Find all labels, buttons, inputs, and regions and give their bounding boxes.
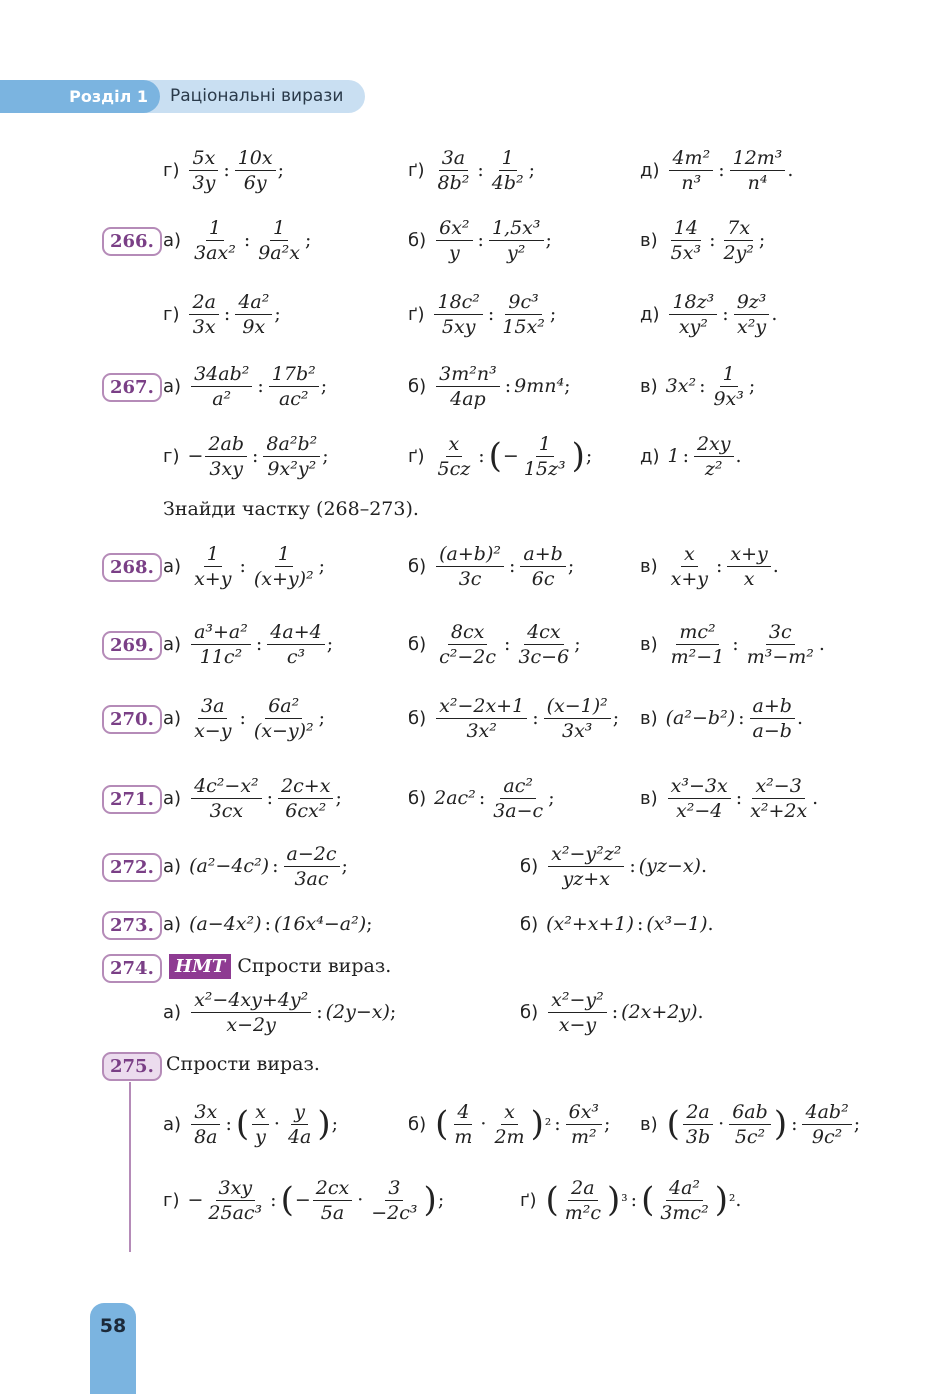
fraction: x²−2x+1 3x² xyxy=(436,694,527,743)
exercise-item xyxy=(163,1170,444,1230)
exercise-item xyxy=(163,210,311,270)
fraction: 4a² 9x xyxy=(235,290,272,339)
math-expression: x²−4xy+4y² x−2y : (2y−x) ; xyxy=(189,988,396,1037)
fraction: x 5cz xyxy=(437,432,471,480)
exercise-274-heading xyxy=(163,954,391,979)
exercise-number-274: 274. xyxy=(102,954,162,983)
item-label: а) xyxy=(163,375,182,397)
exercise-item xyxy=(640,1094,860,1154)
item-label: а) xyxy=(163,1001,182,1023)
math-expression: a³+a² 11c² : 4a+4 c³ ; xyxy=(189,620,333,669)
fraction: 3x 8a xyxy=(191,1100,220,1149)
exercise-row xyxy=(0,426,952,486)
fraction: 3a 8b² xyxy=(437,146,470,194)
fraction: x²−4xy+4y² x−2y xyxy=(191,988,311,1037)
fraction: x 2m xyxy=(494,1100,525,1148)
exercise-274-text: Спрости вираз. xyxy=(237,955,392,977)
fraction: 12m³ n⁴ xyxy=(730,146,786,195)
fraction: 18z³ xy² xyxy=(669,290,717,339)
fraction: mc² m²−1 xyxy=(670,620,725,668)
exercise-item xyxy=(408,688,619,748)
item-label: в) xyxy=(640,1113,658,1135)
exercise-item xyxy=(640,536,779,596)
fraction: x²−y² x−y xyxy=(548,988,607,1037)
math-expression: 1 : 2xy z² . xyxy=(667,432,742,480)
fraction: x²−3 x²+2x xyxy=(750,774,808,822)
exercise-number: 267. xyxy=(102,373,162,402)
fraction: 8a²b² 9x²y² xyxy=(263,432,320,481)
math-expression: x 5cz : ( − $\frac{1}{\text{15z³}}$ ) ; xyxy=(432,432,592,481)
exercise-row xyxy=(0,356,952,416)
fraction: $\frac{2ab}{3xy}$ xyxy=(205,432,247,481)
math-expression: 4c²−x² 3cx : 2c+x 6cx² ; xyxy=(189,774,342,823)
math-expression: x x+y : x+y x . xyxy=(666,542,779,591)
item-label: б) xyxy=(408,229,427,251)
math-expression: x²−y² x−y : (2x+2y) . xyxy=(546,988,703,1037)
exercise-item xyxy=(640,688,803,748)
exercise-item xyxy=(520,836,707,896)
exercise-item xyxy=(163,426,329,486)
fraction: a+b a−b xyxy=(750,694,795,743)
exercise-row xyxy=(0,894,952,954)
math-expression: x³−3x x²−4 : x²−3 x²+2x . xyxy=(666,774,819,823)
item-label: г) xyxy=(163,303,180,325)
fraction: ac² 3a−c xyxy=(493,774,544,822)
math-expression: 2ac² : ac² 3a−c ; xyxy=(434,774,555,822)
item-label: д) xyxy=(640,303,660,325)
item-label: б) xyxy=(408,707,427,729)
exercise-item xyxy=(408,768,555,828)
fraction: 34ab² a² xyxy=(191,362,252,411)
fraction: a³+a² 11c² xyxy=(191,620,251,669)
exercise-item xyxy=(163,836,348,896)
math-expression: (x²+x+1) : (x³−1) . xyxy=(546,913,714,935)
fraction: 9c³ 15x² xyxy=(502,290,545,338)
fraction: x³−3x x²−4 xyxy=(668,774,731,823)
fraction: 3a x−y xyxy=(194,694,232,742)
item-label: а) xyxy=(163,1113,182,1135)
fraction: 1 (x+y)² xyxy=(253,542,314,590)
item-label: а) xyxy=(163,913,182,935)
exercise-item xyxy=(640,140,793,200)
fraction: 8cx c²−2c xyxy=(439,620,497,668)
fraction: (x−1)² 3x³ xyxy=(544,694,611,743)
exercise-275-marker-line xyxy=(129,1082,131,1252)
exercise-item xyxy=(640,614,825,674)
math-expression: ( 2a 3b · 6ab 5c² ) : 4ab² 9c² ; xyxy=(666,1100,861,1148)
fraction: 2xy z² xyxy=(694,432,734,481)
exercise-number-275: 275. xyxy=(102,1052,162,1081)
exercise-number: 266. xyxy=(102,227,162,256)
item-label: г) xyxy=(163,159,180,181)
fraction: 7x 2y² xyxy=(723,216,754,264)
fraction: $\frac{1}{\text{15z³}}$ xyxy=(523,432,566,480)
math-expression: 4m² n³ : 12m³ n⁴ . xyxy=(667,146,793,195)
fraction: x+y x xyxy=(727,542,770,591)
item-label: в) xyxy=(640,555,658,577)
section-header xyxy=(0,80,365,113)
fraction: 3 −2c³ xyxy=(371,1176,418,1224)
exercise-item xyxy=(408,284,556,344)
fraction: $\frac{3xy}{\text{25ac³}}$ xyxy=(208,1176,263,1224)
exercise-number: 269. xyxy=(102,631,162,660)
exercise-row xyxy=(0,768,952,828)
exercise-item xyxy=(163,140,284,200)
exercise-item xyxy=(520,982,704,1042)
math-expression: 3x 8a : ( x y · y 4a ) ; xyxy=(189,1100,338,1149)
fraction: 10x 6y xyxy=(235,146,276,195)
instruction-text: Знайди частку (268–273). xyxy=(163,498,419,520)
exercise-row xyxy=(0,210,952,270)
fraction: x²−y²z² yz+x xyxy=(548,842,624,891)
fraction: 1,5x³ y² xyxy=(489,216,544,265)
math-expression: 1 3ax² : 1 9a²x ; xyxy=(189,216,311,265)
exercise-row xyxy=(0,284,952,344)
exercise-item xyxy=(640,768,818,828)
item-label: а) xyxy=(163,855,182,877)
math-expression: 1 x+y : 1 (x+y)² ; xyxy=(189,542,325,591)
exercise-item xyxy=(408,614,581,674)
item-label: ґ) xyxy=(408,159,425,181)
fraction: x y xyxy=(252,1100,269,1149)
math-expression: (a+b)² 3c : a+b 6c ; xyxy=(434,542,574,591)
math-expression: 3a 8b² : 1 4b² ; xyxy=(432,146,535,195)
exercise-item xyxy=(408,210,552,270)
exercise-item xyxy=(408,140,535,200)
math-expression: mc² m²−1 : 3c m³−m² . xyxy=(666,620,825,669)
math-expression: 6x² y : 1,5x³ y² ; xyxy=(434,216,552,265)
exercise-number: 270. xyxy=(102,705,162,734)
exercise-item xyxy=(520,1170,741,1230)
exercise-item xyxy=(640,284,777,344)
item-label: б) xyxy=(408,633,427,655)
item-label: б) xyxy=(408,1113,427,1135)
item-label: ґ) xyxy=(520,1189,537,1211)
item-label: а) xyxy=(163,229,182,251)
exercise-item xyxy=(640,426,742,486)
fraction: 3c m³−m² xyxy=(746,620,814,668)
exercise-row xyxy=(0,140,952,200)
fraction: 2a m²c xyxy=(564,1176,602,1224)
exercise-item xyxy=(408,1094,610,1154)
math-expression: ( 2a m²c ) ³ : ( 4a² 3mc² ) ² . xyxy=(545,1176,742,1224)
exercise-item xyxy=(163,688,325,748)
fraction: 4a+4 c³ xyxy=(267,620,324,669)
exercise-row xyxy=(0,688,952,748)
item-label: д) xyxy=(640,445,660,467)
fraction: 4a² 3mc² xyxy=(660,1176,709,1224)
fraction: 4cx 3c−6 xyxy=(518,620,570,668)
exercise-275-text: Спрости вираз. xyxy=(166,1053,320,1075)
item-label: б) xyxy=(520,913,539,935)
math-expression: 2a 3x : 4a² 9x ; xyxy=(187,290,280,339)
fraction: 4ab² 9c² xyxy=(802,1100,851,1149)
fraction: 1 9x³ xyxy=(713,362,744,410)
exercise-row xyxy=(0,836,952,896)
exercise-item xyxy=(163,894,373,954)
fraction: (a+b)² 3c xyxy=(436,542,504,591)
fraction: 1 x+y xyxy=(194,542,232,590)
fraction: 6ab 5c² xyxy=(729,1100,771,1149)
fraction: 2a 3x xyxy=(189,290,218,339)
math-expression: 5x 3y : 10x 6y ; xyxy=(187,146,284,195)
math-expression: 18z³ xy² : 9z³ x²y . xyxy=(667,290,777,339)
fraction: 18c² 5xy xyxy=(434,290,482,339)
math-expression: 8cx c²−2c : 4cx 3c−6 ; xyxy=(434,620,580,669)
item-label: б) xyxy=(408,787,427,809)
fraction: y 4a xyxy=(287,1100,312,1148)
item-label: г) xyxy=(163,1189,180,1211)
exercise-item xyxy=(640,210,765,270)
item-label: в) xyxy=(640,375,658,397)
exercise-item xyxy=(640,356,755,416)
exercise-item xyxy=(163,614,333,674)
item-label: а) xyxy=(163,787,182,809)
math-expression: − $\frac{2ab}{3xy}$ : 8a²b² 9x²y² ; xyxy=(187,432,329,480)
fraction: 6x³ m² xyxy=(566,1100,602,1149)
exercise-number: 271. xyxy=(102,785,162,814)
fraction: 6a² (x−y)² xyxy=(253,694,314,742)
exercise-row xyxy=(0,536,952,596)
fraction: 5x 3y xyxy=(189,146,218,195)
item-label: б) xyxy=(408,555,427,577)
item-label: ґ) xyxy=(408,445,425,467)
item-label: в) xyxy=(640,229,658,251)
math-expression: (a²−b²) : a+b a−b . xyxy=(665,694,803,742)
math-expression: x²−2x+1 3x² : (x−1)² 3x³ ; xyxy=(434,694,619,743)
exercise-number: 273. xyxy=(102,911,162,940)
exercise-item xyxy=(408,426,592,486)
item-label: а) xyxy=(163,707,182,729)
exercise-row xyxy=(0,614,952,674)
fraction: 4 m xyxy=(454,1100,473,1148)
fraction: 1 4b² xyxy=(491,146,524,194)
math-expression: 3m²n³ 4ap : 9mn⁴ ; xyxy=(434,362,570,411)
fraction: 4c²−x² 3cx xyxy=(191,774,262,823)
page-number: 58 xyxy=(99,1315,127,1337)
item-label: в) xyxy=(640,787,658,809)
math-expression: ( 4 m · x 2m ) ² : 6x³ m² ; xyxy=(435,1100,611,1148)
fraction: 9z³ x²y xyxy=(734,290,770,339)
exercise-row xyxy=(0,1094,952,1154)
fraction: 17b² ac² xyxy=(269,362,319,411)
fraction: a+b 6c xyxy=(520,542,565,591)
fraction: 14 5x³ xyxy=(670,216,702,264)
exercise-item xyxy=(163,356,327,416)
exercise-item xyxy=(408,536,574,596)
exercise-item xyxy=(163,1094,338,1154)
math-expression: 34ab² a² : 17b² ac² ; xyxy=(189,362,327,411)
item-label: а) xyxy=(163,555,182,577)
item-label: д) xyxy=(640,159,660,181)
math-expression: x²−y²z² yz+x : (yz−x) . xyxy=(546,842,707,891)
item-label: б) xyxy=(408,375,427,397)
section-label: Розділ 1 xyxy=(0,80,160,113)
item-label: г) xyxy=(163,445,180,467)
math-expression: 3a x−y : 6a² (x−y)² ; xyxy=(189,694,325,743)
fraction: 3m²n³ 4ap xyxy=(436,362,500,411)
exercise-number: 272. xyxy=(102,853,162,882)
item-label: в) xyxy=(640,633,658,655)
item-label: ґ) xyxy=(408,303,425,325)
math-expression: 18c² 5xy : 9c³ 15x² ; xyxy=(432,290,556,339)
item-label: в) xyxy=(640,707,658,729)
fraction: 1 9a²x xyxy=(258,216,300,264)
math-expression: (a−4x²) : (16x⁴−a²) ; xyxy=(189,913,373,935)
item-label: б) xyxy=(520,855,539,877)
exercise-item xyxy=(408,356,570,416)
section-title: Раціональні вирази xyxy=(170,86,344,106)
fraction: 2c+x 6cx² xyxy=(278,774,333,823)
fraction: 2a 3b xyxy=(683,1100,713,1149)
fraction: $\frac{2cx}{5a}$ xyxy=(313,1176,352,1225)
exercise-row xyxy=(0,1170,952,1230)
fraction: 4m² n³ xyxy=(669,146,713,195)
math-expression: 3x² : 1 9x³ ; xyxy=(665,362,756,410)
math-expression: − $\frac{3xy}{\text{25ac³}}$ : ( − $\frac{2cx}{5a}$ · 3 −2c³ ) ; xyxy=(187,1176,445,1224)
page-tab xyxy=(90,1303,136,1394)
math-expression: 14 5x³ : 7x 2y² ; xyxy=(666,216,766,265)
nmt-badge: НМТ xyxy=(169,954,231,979)
exercise-item xyxy=(163,536,325,596)
exercise-item xyxy=(163,982,396,1042)
exercise-item xyxy=(163,284,281,344)
item-label: б) xyxy=(520,1001,539,1023)
exercise-item xyxy=(520,894,714,954)
fraction: 6x² y xyxy=(436,216,472,265)
item-label: а) xyxy=(163,633,182,655)
math-expression: (a²−4c²) : a−2c 3ac ; xyxy=(189,842,348,890)
fraction: a−2c 3ac xyxy=(284,842,340,891)
exercise-row xyxy=(0,982,952,1042)
exercise-number: 268. xyxy=(102,553,162,582)
fraction: 1 3ax² xyxy=(194,216,236,264)
exercise-item xyxy=(163,768,342,828)
fraction: x x+y xyxy=(670,542,709,590)
